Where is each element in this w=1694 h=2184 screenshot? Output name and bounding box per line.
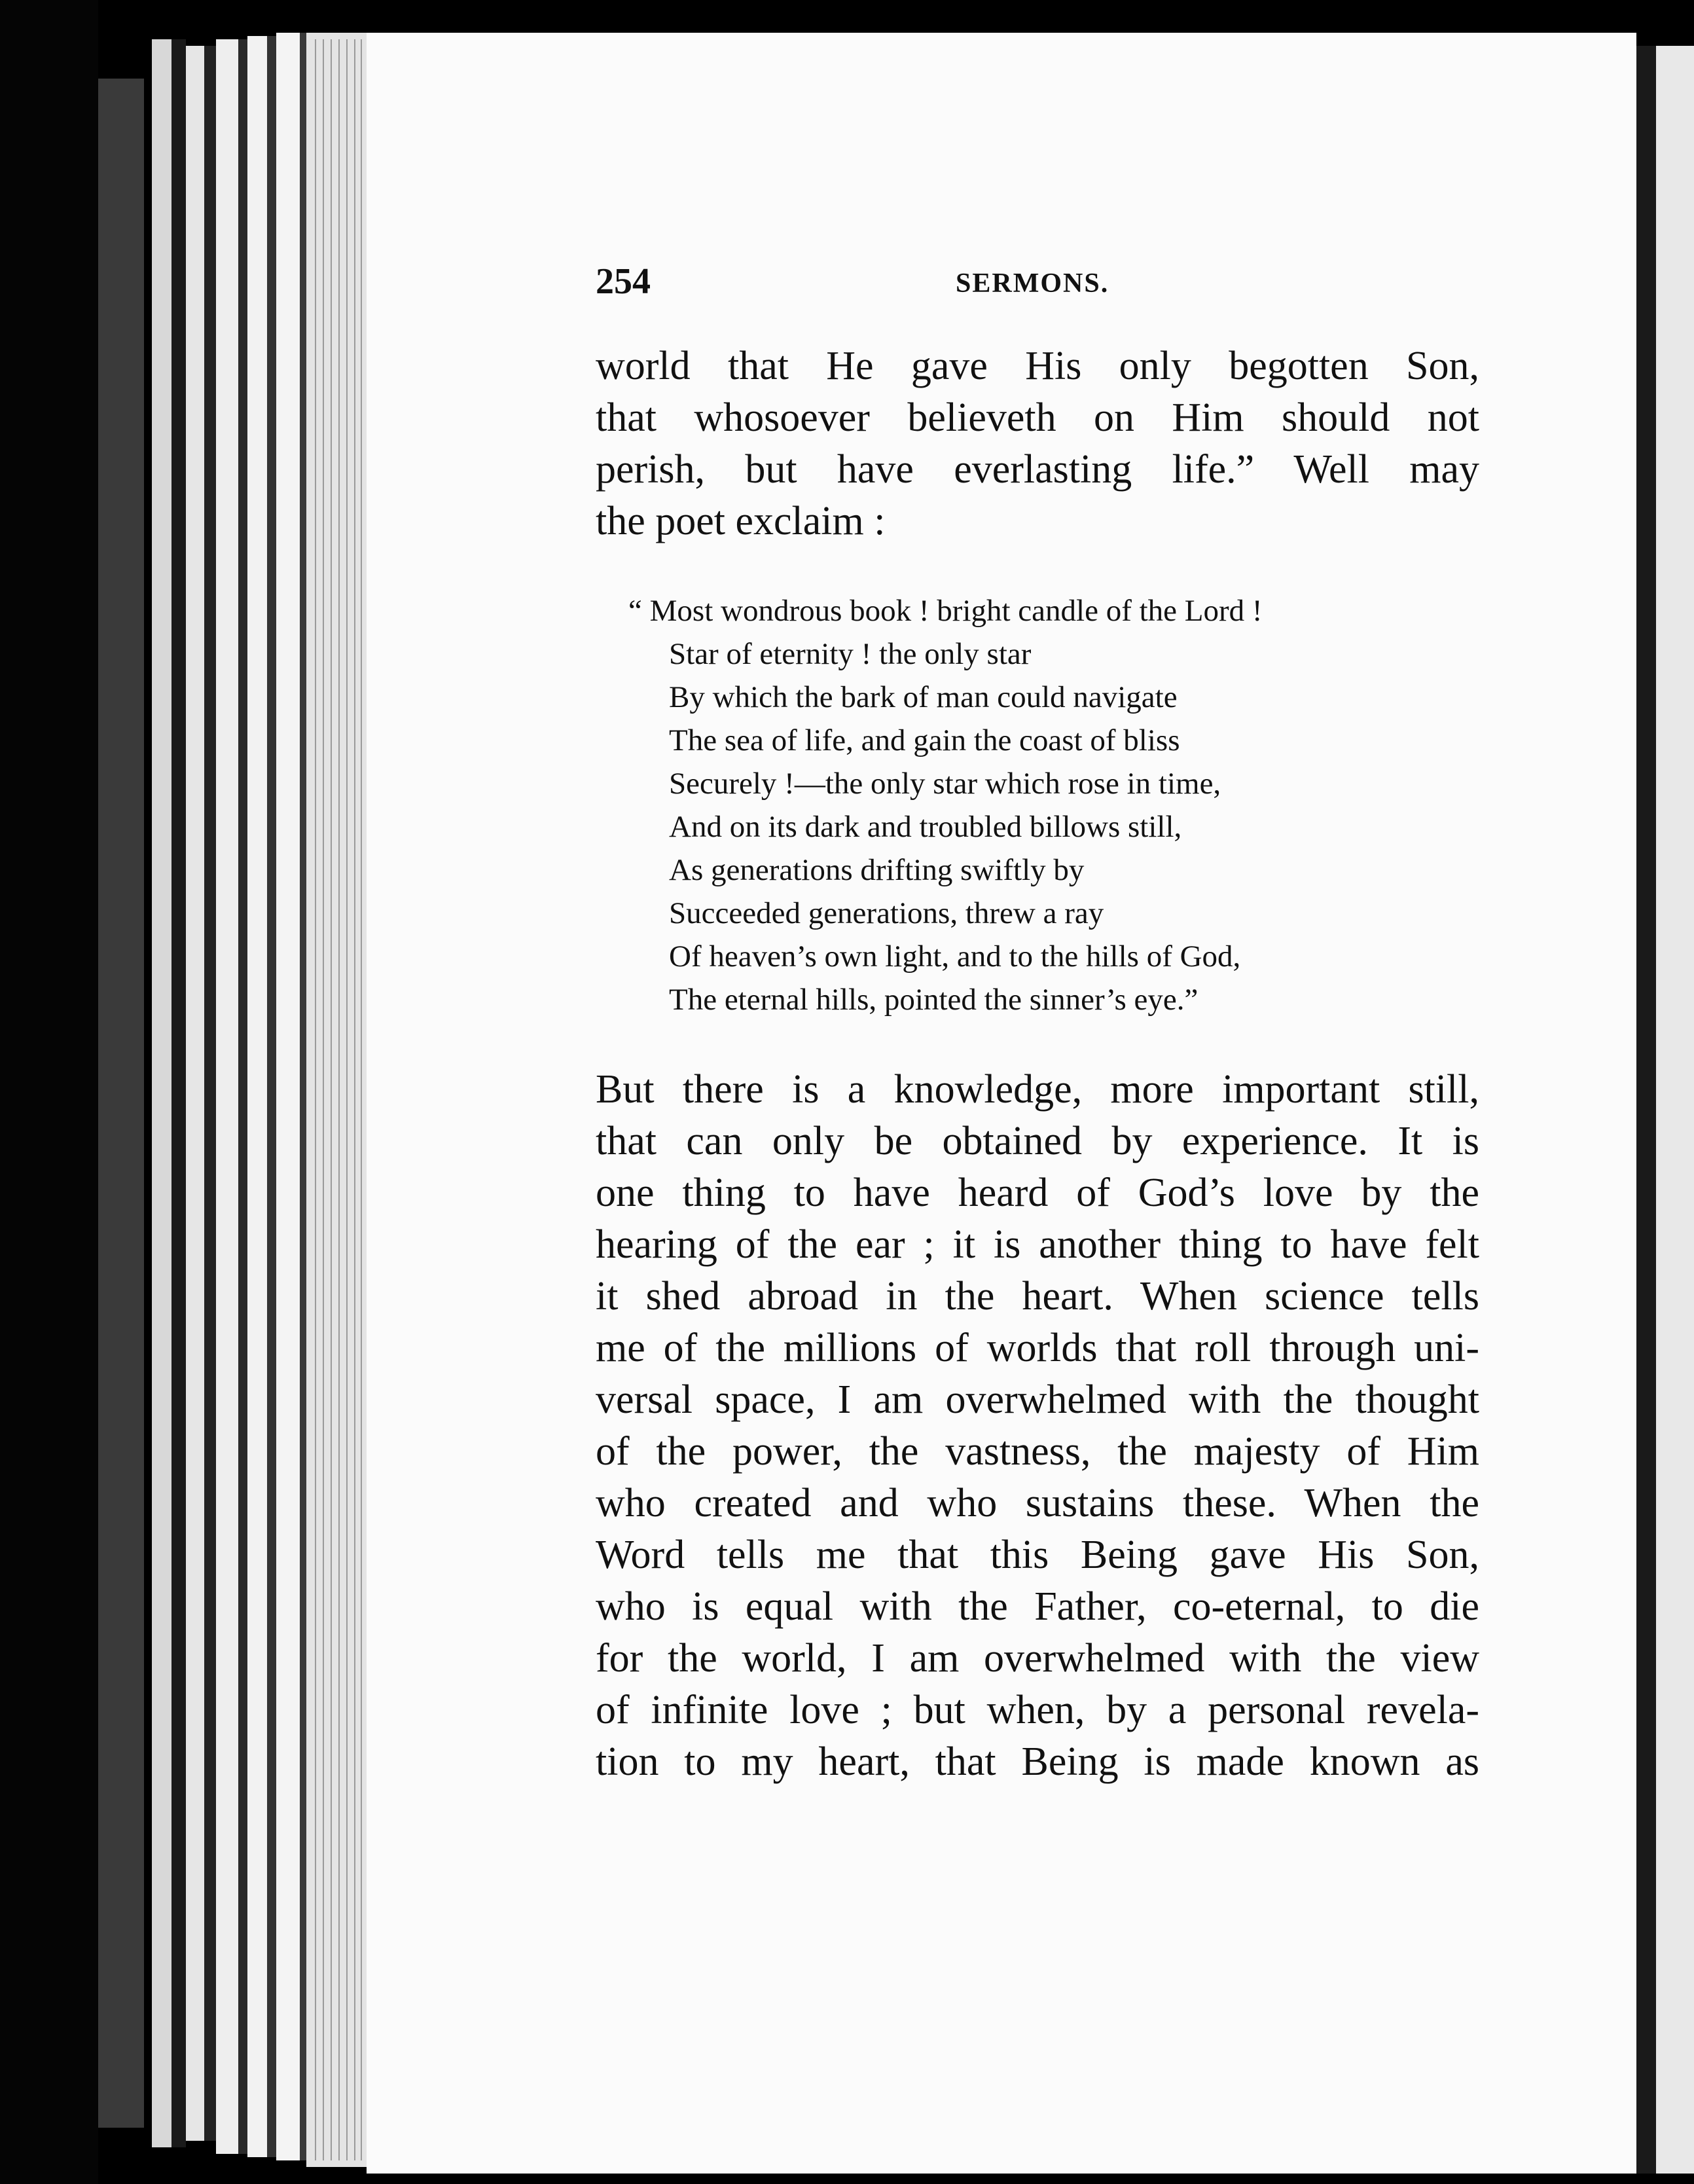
poem-quotation [628, 589, 1479, 1021]
text-line: one thing to have heard of God’s love by the [596, 1171, 1479, 1215]
poem-line: As generations drifting swiftly by [669, 853, 1085, 887]
poem-line: The eternal hills, pointed the sinner’s eye.” [669, 983, 1198, 1017]
text-line: me of the millions of worlds that roll through uni- [596, 1326, 1479, 1370]
text-line: for the world, I am overwhelmed with the view [596, 1636, 1479, 1681]
text-line: who created and who sustains these. When the [596, 1481, 1479, 1525]
opening-paragraph [596, 340, 1479, 547]
page-number: 254 [596, 261, 651, 302]
text-line: world that He gave His only begotten Son, [596, 344, 1479, 388]
poem-line: Of heaven’s own light, and to the hills of God, [669, 939, 1241, 974]
text-line: of the power, the vastness, the majesty of Him [596, 1429, 1479, 1474]
poem-line: And on its dark and troubled billows still, [669, 810, 1182, 844]
text-line: who is equal with the Father, co-eternal, to die [596, 1584, 1479, 1629]
text-line: But there is a knowledge, more important still, [596, 1067, 1479, 1112]
poem-line: Succeeded generations, threw a ray [669, 896, 1104, 930]
poem-line: By which the bark of man could navigate [669, 680, 1178, 714]
running-head [596, 259, 1129, 304]
text-line: versal space, I am overwhelmed with the thought [596, 1377, 1479, 1422]
text-line: that whosoever believeth on Him should not [596, 395, 1479, 440]
poem-line: The sea of life, and gain the coast of bliss [669, 723, 1180, 757]
running-title: SERMONS. [956, 268, 1109, 299]
text-line: Word tells me that this Being gave His Son, [596, 1533, 1479, 1577]
text-line: perish, but have everlasting life.” Well may [596, 447, 1479, 492]
text-line: hearing of the ear ; it is another thing to have felt [596, 1222, 1479, 1267]
main-paragraph [596, 1064, 1479, 1788]
poem-line: Star of eternity ! the only star [669, 637, 1032, 671]
poem-line: Securely !—the only star which rose in time, [669, 767, 1221, 801]
text-line: that can only be obtained by experience. It is [596, 1119, 1479, 1163]
text-line: the poet exclaim : [596, 499, 886, 543]
text-line: it shed abroad in the heart. When science tells [596, 1274, 1479, 1319]
text-line: of infinite love ; but when, by a personal revela- [596, 1688, 1479, 1732]
text-line: tion to my heart, that Being is made known as [596, 1739, 1479, 1784]
poem-line: “ Most wondrous book ! bright candle of the Lord ! [628, 594, 1263, 628]
